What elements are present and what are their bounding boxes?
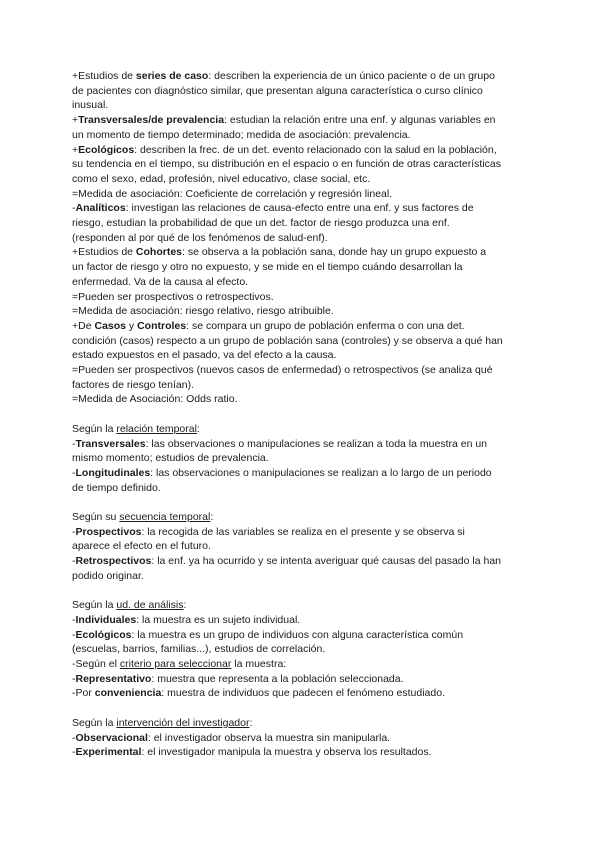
text-segment: estado expuestos en el pasado, va del efecto a la causa. xyxy=(72,349,337,362)
text-segment: como el sexo, edad, profesión, nivel educativo, clase social, etc. xyxy=(72,172,371,185)
text-segment: =Medida de asociación: riesgo relativo, riesgo atribuible. xyxy=(72,305,334,318)
text-line xyxy=(72,569,550,584)
underlined-heading: secuencia temporal xyxy=(119,511,211,524)
text-segment: enfermedad. Va de la causa al efecto. xyxy=(72,275,249,288)
text-segment: : la recogida de las variables se realiza en el presente y se observa si xyxy=(141,525,465,538)
text-line xyxy=(72,319,550,334)
text-segment: (escuelas, barrios, familias...), estudios de correlación. xyxy=(72,643,326,656)
text-line xyxy=(72,422,550,437)
bold-term: Individuales xyxy=(75,613,137,626)
text-segment: : describen la frec. de un det. evento relacionado con la salud en la población, xyxy=(134,143,497,156)
text-line xyxy=(72,510,550,525)
text-segment: - xyxy=(72,613,76,626)
text-segment: Según la xyxy=(72,599,117,612)
text-segment: mismo momento; estudios de prevalencia. xyxy=(72,452,269,465)
bold-term: Transversales xyxy=(75,437,146,450)
text-segment: - xyxy=(72,672,76,685)
text-segment: =Pueden ser prospectivos (nuevos casos de enfermedad) o retrospectivos (se analiza qué xyxy=(72,364,493,377)
text-line xyxy=(72,731,550,746)
text-segment: : las observaciones o manipulaciones se realizan a lo largo de un periodo xyxy=(150,466,492,479)
text-line xyxy=(72,598,550,613)
bold-term: Observacional xyxy=(75,731,148,744)
text-line xyxy=(72,187,550,202)
text-segment: : las observaciones o manipulaciones se realizan a toda la muestra en un xyxy=(145,437,488,450)
text-segment: =Medida de asociación: Coeficiente de correlación y regresión lineal. xyxy=(72,187,393,200)
text-segment: : describen la experiencia de un único paciente o de un grupo xyxy=(208,70,495,82)
text-segment: : xyxy=(210,511,214,524)
text-line xyxy=(72,143,550,158)
text-segment: Según su xyxy=(72,511,120,524)
text-line xyxy=(72,98,550,113)
bold-term: Prospectivos xyxy=(75,525,142,538)
text-segment: factores de riesgo tenían). xyxy=(72,378,194,391)
text-segment: : muestra de individuos que padecen el fenómeno estudiado. xyxy=(161,687,445,700)
text-line xyxy=(72,481,550,496)
text-line xyxy=(72,613,550,628)
text-line xyxy=(72,378,550,393)
bold-term: Experimental xyxy=(75,746,142,759)
text-line xyxy=(72,260,550,275)
text-line xyxy=(72,172,550,187)
text-segment: Según la xyxy=(72,422,117,435)
text-line xyxy=(72,216,550,231)
text-segment: + xyxy=(72,143,79,156)
text-segment: -Por xyxy=(72,687,95,700)
bold-term: Analíticos xyxy=(75,202,126,215)
text-segment: - xyxy=(72,525,76,538)
text-segment: : el investigador manipula la muestra y observa los resultados. xyxy=(141,746,432,759)
text-segment: (responden al por qué de los fenómenos de salud-enf). xyxy=(72,231,328,244)
text-segment: -Según el xyxy=(72,658,120,671)
text-segment: un momento de tiempo determinado; medida de asociación: prevalencia. xyxy=(72,128,411,141)
text-segment: condición (casos) respecto a un grupo de población sana (controles) y se observa a qué han xyxy=(72,334,503,347)
text-line xyxy=(72,466,550,481)
text-segment: : se observa a la población sana, donde hay un grupo expuesto a xyxy=(182,246,487,259)
blank-line xyxy=(72,407,550,422)
text-segment: podido originar. xyxy=(72,569,144,582)
text-line xyxy=(72,539,550,554)
blank-line xyxy=(72,701,550,716)
text-line xyxy=(72,304,550,319)
text-line xyxy=(72,451,550,466)
text-segment: +Estudios de xyxy=(72,70,136,82)
text-segment: +Estudios de xyxy=(72,246,136,259)
text-segment: - xyxy=(72,731,76,744)
text-line xyxy=(72,348,550,363)
text-segment: - xyxy=(72,628,76,641)
text-segment: : xyxy=(196,422,200,435)
bold-term: series de caso xyxy=(135,70,209,82)
underlined-heading: criterio para seleccionar xyxy=(119,658,232,671)
text-line xyxy=(72,275,550,290)
text-segment: : la muestra es un sujeto individual. xyxy=(136,613,301,626)
text-segment: + xyxy=(72,114,79,127)
text-line xyxy=(72,392,550,407)
bold-term: Casos xyxy=(94,319,126,332)
underlined-heading: relación temporal xyxy=(116,422,197,435)
text-segment: : la muestra es un grupo de individuos con alguna característica común xyxy=(131,628,464,641)
text-line xyxy=(72,554,550,569)
text-line xyxy=(72,128,550,143)
text-segment: : el investigador observa la muestra sin manipularla. xyxy=(147,731,391,744)
text-segment: de tiempo definido. xyxy=(72,481,161,494)
text-line xyxy=(72,113,550,128)
text-segment: riesgo, estudian la probabilidad de que un det. factor de riesgo produzca una enf. xyxy=(72,217,450,230)
underlined-heading: intervención del investigador xyxy=(116,716,250,729)
bold-term: Retrospectivos xyxy=(75,555,152,568)
text-line xyxy=(72,84,550,99)
blank-line xyxy=(72,584,550,599)
text-segment: : xyxy=(249,716,253,729)
text-segment: =Medida de Asociación: Odds ratio. xyxy=(72,393,238,406)
text-segment: de pacientes con diagnóstico similar, que presentan alguna característica o curso clínico xyxy=(72,84,483,97)
text-line xyxy=(72,525,550,540)
bold-term: Ecológicos xyxy=(75,628,132,641)
text-line xyxy=(72,672,550,687)
text-segment: aparece el efecto en el futuro. xyxy=(72,540,211,553)
bold-term: Cohortes xyxy=(135,246,183,259)
text-line xyxy=(72,363,550,378)
text-line xyxy=(72,231,550,246)
text-line xyxy=(72,157,550,172)
text-segment: - xyxy=(72,437,76,450)
text-segment: Según la xyxy=(72,716,117,729)
text-segment: : se compara un grupo de población enferma o con una det. xyxy=(186,319,465,332)
text-line xyxy=(72,245,550,260)
text-line xyxy=(72,716,550,731)
text-segment: - xyxy=(72,466,76,479)
text-segment: - xyxy=(72,202,76,215)
bold-term: Transversales/de prevalencia xyxy=(78,114,225,127)
text-segment: : muestra que representa a la población seleccionada. xyxy=(151,672,404,685)
text-segment: - xyxy=(72,555,76,568)
bold-term: Longitudinales xyxy=(75,466,151,479)
text-line xyxy=(72,628,550,643)
text-segment: y xyxy=(126,319,138,332)
text-segment: : xyxy=(183,599,187,612)
blank-line xyxy=(72,495,550,510)
text-segment: +De xyxy=(72,319,95,332)
text-segment: : investigan las relaciones de causa-efecto entre una enf. y sus factores de xyxy=(125,202,474,215)
text-segment: inusual. xyxy=(72,99,109,112)
text-line xyxy=(72,745,550,760)
text-segment: - xyxy=(72,746,76,759)
text-line xyxy=(72,686,550,701)
text-line xyxy=(72,334,550,349)
text-segment: : estudian la relación entre una enf. y algunas variables en xyxy=(224,114,496,127)
bold-term: Representativo xyxy=(75,672,152,685)
text-segment: =Pueden ser prospectivos o retrospectivos. xyxy=(72,290,274,303)
bold-term: Controles xyxy=(137,319,187,332)
text-segment: su tendencia en el tiempo, su distribución en el espacio o en función de otras características xyxy=(72,158,501,171)
underlined-heading: ud. de análisis xyxy=(116,599,184,612)
bold-term: conveniencia xyxy=(94,687,162,700)
text-segment: la muestra: xyxy=(231,658,287,671)
text-line xyxy=(72,657,550,672)
text-line xyxy=(72,69,550,84)
text-line xyxy=(72,437,550,452)
text-segment: : la enf. ya ha ocurrido y se intenta averiguar qué causas del pasado la han xyxy=(151,555,502,568)
text-line xyxy=(72,290,550,305)
text-line xyxy=(72,201,550,216)
text-segment: un factor de riesgo y otro no expuesto, y se mide en el tiempo cuándo desarrollan la xyxy=(72,261,463,274)
text-line xyxy=(72,642,550,657)
bold-term: Ecológicos xyxy=(78,143,135,156)
